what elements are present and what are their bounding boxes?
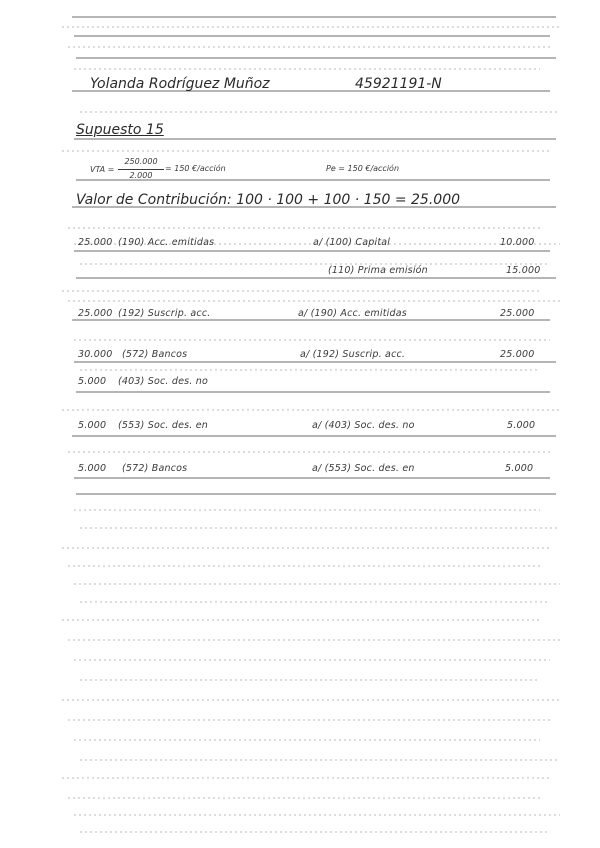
entry-2-credit-amount: 15.000 bbox=[506, 265, 541, 276]
pe-value: Pe = 150 €/acción bbox=[326, 164, 400, 173]
entry-4-debit-amount: 30.000 bbox=[78, 349, 113, 360]
entry-2-credit-account: (110) Prima emisión bbox=[328, 265, 428, 276]
vta-denominator: 2.000 bbox=[129, 171, 153, 180]
entry-5-debit-amount: 5.000 bbox=[78, 376, 107, 387]
entry-1-debit-amount: 25.000 bbox=[78, 237, 113, 248]
entry-4-credit-amount: 25.000 bbox=[500, 349, 535, 360]
vta-label: VTA = bbox=[90, 165, 115, 174]
entry-1-credit-amount: 10.000 bbox=[500, 237, 535, 248]
entry-4-credit-account: a/ (192) Suscrip. acc. bbox=[300, 349, 406, 360]
entry-5-debit-account: (403) Soc. des. no bbox=[118, 376, 208, 387]
entry-3-credit-account: a/ (190) Acc. emitidas bbox=[298, 308, 407, 319]
entry-3-debit-amount: 25.000 bbox=[78, 308, 113, 319]
entry-7-credit-amount: 5.000 bbox=[505, 463, 534, 474]
entry-6-credit-account: a/ (403) Soc. des. no bbox=[312, 420, 415, 431]
entry-6-credit-amount: 5.000 bbox=[507, 420, 536, 431]
student-name: Yolanda Rodríguez Muñoz bbox=[90, 76, 270, 92]
vta-result: = 150 €/acción bbox=[165, 164, 226, 173]
entry-6-debit-account: (553) Soc. des. en bbox=[118, 420, 208, 431]
contribution-formula: Valor de Contribución: 100 · 100 + 100 · 150 = 25.000 bbox=[76, 192, 461, 208]
entry-7-debit-amount: 5.000 bbox=[78, 463, 107, 474]
student-id: 45921191-N bbox=[355, 76, 442, 92]
exercise-title: Supuesto 15 bbox=[76, 122, 164, 138]
vta-fraction-bar bbox=[118, 169, 164, 170]
entry-3-credit-amount: 25.000 bbox=[500, 308, 535, 319]
entry-3-debit-account: (192) Suscrip. acc. bbox=[118, 308, 211, 319]
vta-numerator: 250.000 bbox=[124, 157, 158, 166]
entry-6-debit-amount: 5.000 bbox=[78, 420, 107, 431]
entry-4-debit-account: (572) Bancos bbox=[122, 349, 188, 360]
entry-1-credit-account: a/ (100) Capital bbox=[313, 237, 391, 248]
entry-1-debit-account: (190) Acc. emitidas bbox=[118, 237, 215, 248]
entry-7-credit-account: a/ (553) Soc. des. en bbox=[312, 463, 415, 474]
entry-7-debit-account: (572) Bancos bbox=[122, 463, 188, 474]
